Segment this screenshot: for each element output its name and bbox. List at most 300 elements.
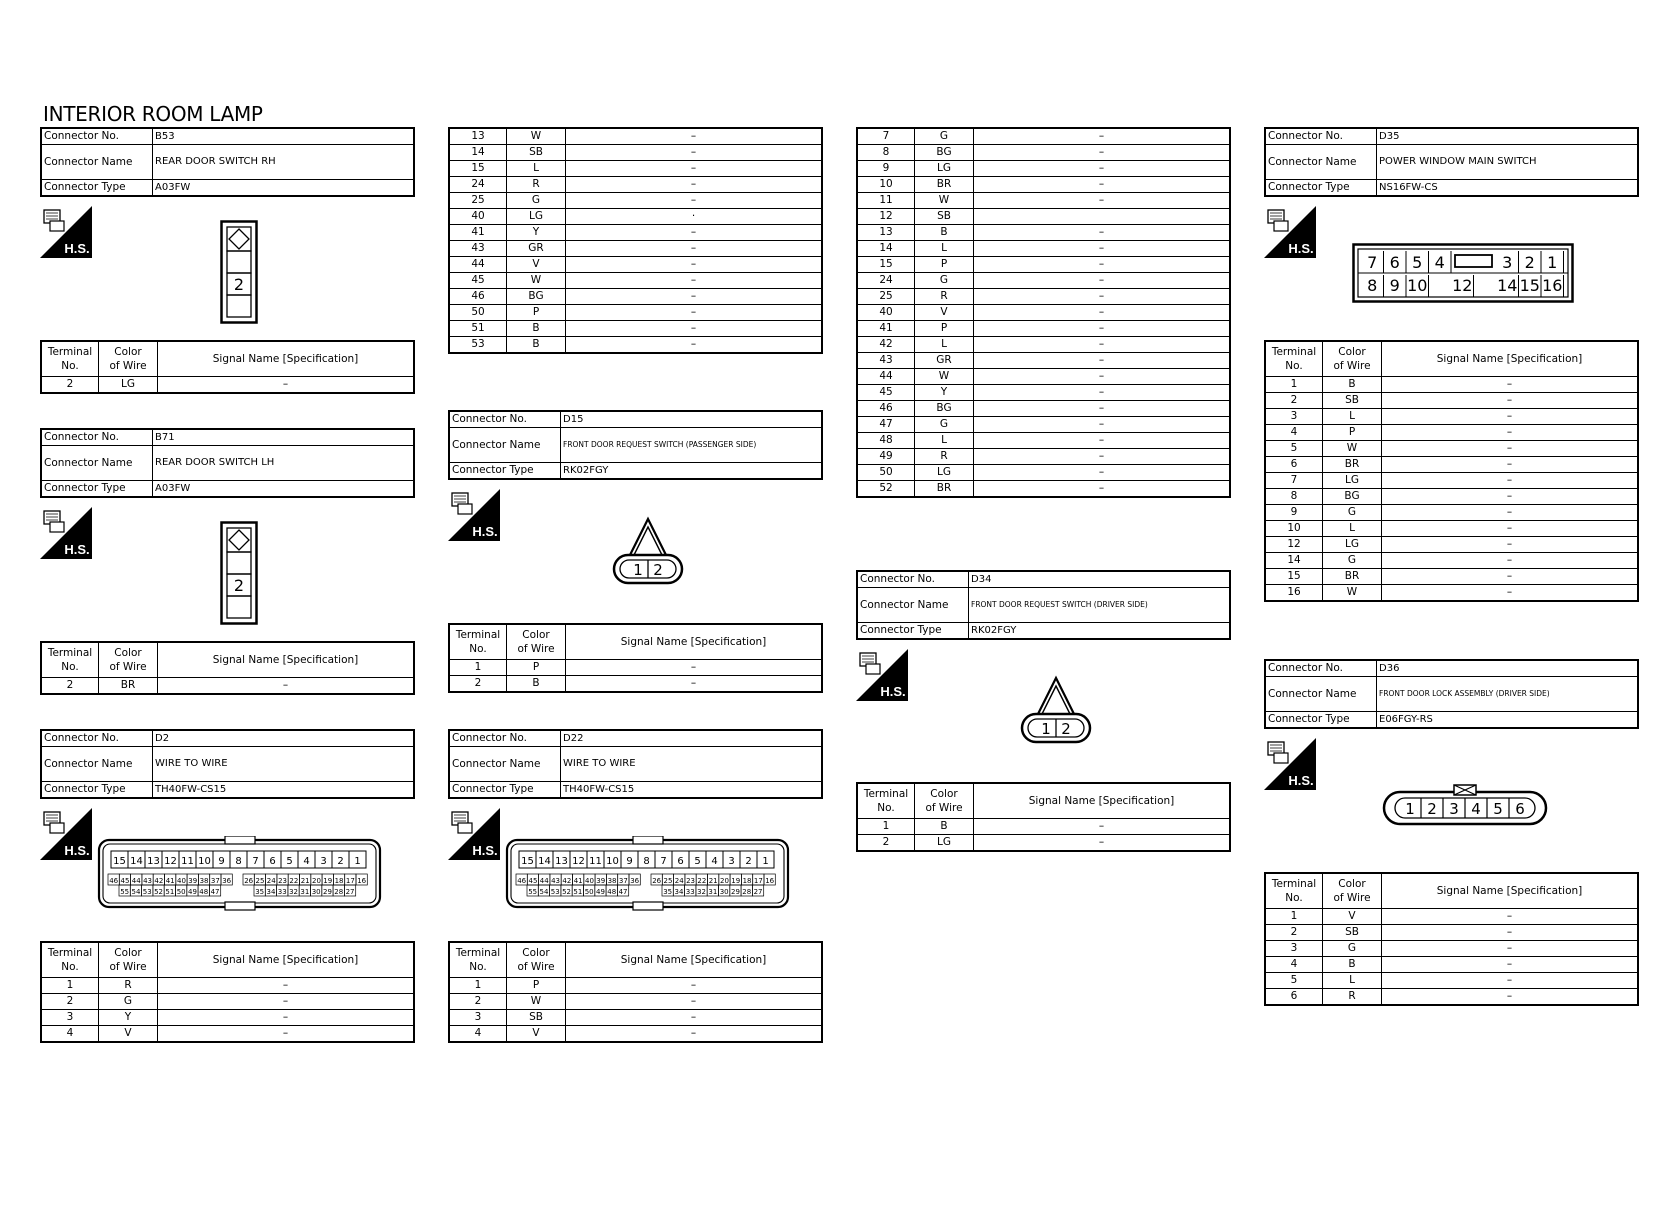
pin-label: 39 xyxy=(188,877,198,885)
pin-label: 55 xyxy=(120,888,130,896)
wire-color-cell: R xyxy=(99,978,158,994)
connector-type-value: NS16FW-CS xyxy=(1377,180,1639,197)
pin-label: 36 xyxy=(222,877,232,885)
pin-label: 22 xyxy=(289,877,299,885)
terminal-no-cell: 41 xyxy=(449,225,507,241)
wire-color-cell: LG xyxy=(915,835,974,852)
pin-label: 35 xyxy=(663,888,673,896)
connector-d15-info xyxy=(448,410,823,480)
connector-type-label: Connector Type xyxy=(1265,712,1377,729)
harness-side-icon xyxy=(448,489,500,541)
pin-label: 7 xyxy=(660,856,667,867)
pin-label: 23 xyxy=(278,877,288,885)
pin-2: 2 xyxy=(653,561,663,579)
connector-no-label: Connector No. xyxy=(41,730,153,747)
signal-name-cell: – xyxy=(974,257,1231,273)
pin-label: 21 xyxy=(708,877,718,885)
pin-label: 24 xyxy=(674,877,684,885)
pin-label: 21 xyxy=(300,877,310,885)
signal-name-cell: – xyxy=(974,353,1231,369)
wire-color-cell: SB xyxy=(507,145,566,161)
wire-color-cell: R xyxy=(507,177,566,193)
wire-color-cell: W xyxy=(507,128,566,145)
table-row xyxy=(449,257,822,273)
connector-b53-face xyxy=(220,220,258,324)
pin-label: 50 xyxy=(584,888,594,896)
wire-color-cell: BR xyxy=(1323,457,1382,473)
connector-type-label: Connector Type xyxy=(41,180,153,197)
terminal-table-d2-continued xyxy=(448,127,823,354)
signal-name-cell: – xyxy=(158,1026,415,1043)
wire-color-cell: L xyxy=(915,241,974,257)
wire-color-cell: P xyxy=(507,305,566,321)
signal-name-cell: – xyxy=(1382,941,1639,957)
connector-no-value: D22 xyxy=(561,730,823,747)
signal-name-cell: – xyxy=(1382,909,1639,925)
terminal-no-cell: 46 xyxy=(449,289,507,305)
harness-side-icon xyxy=(1264,206,1316,258)
table-row xyxy=(449,273,822,289)
terminal-no-cell: 5 xyxy=(1265,441,1323,457)
table-row: 2 LG – xyxy=(41,377,414,394)
connector-type-value: E06FGY-RS xyxy=(1377,712,1639,729)
wire-color-cell: B xyxy=(915,225,974,241)
pin-label: 7 xyxy=(252,856,259,867)
table-row xyxy=(1265,925,1638,941)
svg-text:H.S.: H.S. xyxy=(880,684,906,699)
svg-text:H.S.: H.S. xyxy=(1288,773,1314,788)
wire-color-cell: L xyxy=(915,433,974,449)
pin-label: 17 xyxy=(345,877,355,885)
terminal-no-cell: 53 xyxy=(449,337,507,354)
table-row xyxy=(449,289,822,305)
signal-name-cell: – xyxy=(566,978,823,994)
terminal-no-cell: 2 xyxy=(1265,393,1323,409)
pin-label: 43 xyxy=(143,877,153,885)
table-row xyxy=(857,417,1230,433)
pin-label: 27 xyxy=(345,888,355,896)
connector-type-label: Connector Type xyxy=(41,782,153,799)
page-title: INTERIOR ROOM LAMP xyxy=(43,102,263,126)
table-row xyxy=(857,465,1230,481)
wire-color-cell: GR xyxy=(507,241,566,257)
signal-name-header: Signal Name [Specification] xyxy=(158,942,415,978)
harness-side-icon xyxy=(40,507,92,559)
svg-text:H.S.: H.S. xyxy=(472,524,498,539)
table-row xyxy=(449,978,822,994)
wire-color-header: Color of Wire xyxy=(1323,341,1382,377)
pin-label: 53 xyxy=(550,888,560,896)
connector-no-label: Connector No. xyxy=(857,571,969,588)
wire-color-cell: SB xyxy=(915,209,974,225)
signal-name-cell: – xyxy=(974,337,1231,353)
pin-label: 10 xyxy=(606,856,619,867)
signal-name-cell: – xyxy=(974,481,1231,498)
terminal-no-cell: 48 xyxy=(857,433,915,449)
connector-name-value: REAR DOOR SWITCH RH xyxy=(153,145,415,180)
connector-name-label: Connector Name xyxy=(449,428,561,463)
terminal-no-cell: 4 xyxy=(1265,425,1323,441)
connector-name-label: Connector Name xyxy=(1265,145,1377,180)
pin-label: 4 xyxy=(711,856,718,867)
signal-name-cell: – xyxy=(974,465,1231,481)
signal-name-cell: – xyxy=(1382,569,1639,585)
pin-label: 15 xyxy=(113,856,126,867)
connector-type-value: RK02FGY xyxy=(561,463,823,480)
pin-label: 5 xyxy=(1493,800,1503,818)
terminal-no-cell: 11 xyxy=(857,193,915,209)
terminal-no-cell: 45 xyxy=(857,385,915,401)
wire-color-cell: P xyxy=(915,257,974,273)
wire-color-cell: BG xyxy=(915,145,974,161)
signal-name-cell: – xyxy=(974,321,1231,337)
table-row: 2 BR – xyxy=(41,678,414,695)
pin-label: 48 xyxy=(199,888,209,896)
terminal-no-cell: 1 xyxy=(857,819,915,835)
pin-label: 29 xyxy=(730,888,740,896)
svg-text:H.S.: H.S. xyxy=(472,843,498,858)
table-row xyxy=(449,161,822,177)
wire-color-cell: W xyxy=(507,273,566,289)
pin-label: 8 xyxy=(1367,276,1378,295)
wire-color-cell: B xyxy=(507,337,566,354)
signal-name-header: Signal Name [Specification] xyxy=(566,942,823,978)
table-row xyxy=(857,819,1230,835)
table-row xyxy=(857,433,1230,449)
connector-d2-face xyxy=(97,836,382,911)
signal-name-cell: – xyxy=(1382,457,1639,473)
pin-label: 52 xyxy=(154,888,164,896)
table-row xyxy=(449,177,822,193)
signal-name-cell: – xyxy=(1382,409,1639,425)
svg-text:H.S.: H.S. xyxy=(64,241,90,256)
terminal-no-cell: 40 xyxy=(449,209,507,225)
table-row xyxy=(857,401,1230,417)
wire-color-cell: P xyxy=(915,321,974,337)
wire-color-cell: LG xyxy=(915,465,974,481)
signal-name-cell: – xyxy=(566,193,823,209)
pin-label: 48 xyxy=(607,888,617,896)
table-row xyxy=(857,289,1230,305)
signal-name-header: Signal Name [Specification] xyxy=(158,642,415,678)
pin-label: 32 xyxy=(289,888,299,896)
connector-name-value: FRONT DOOR REQUEST SWITCH (PASSENGER SIDE) xyxy=(561,428,823,463)
pin-label: 3 xyxy=(320,856,327,867)
pin-label: 3 xyxy=(1449,800,1459,818)
terminal-no-cell: 47 xyxy=(857,417,915,433)
harness-side-icon xyxy=(40,808,92,860)
table-row xyxy=(1265,393,1638,409)
connector-d35-info xyxy=(1264,127,1639,197)
signal-name-cell: – xyxy=(566,257,823,273)
terminal-no-header: Terminal No. xyxy=(1265,873,1323,909)
terminal-no-cell: 7 xyxy=(1265,473,1323,489)
pin-2: 2 xyxy=(233,576,245,595)
pin-label: 33 xyxy=(277,888,287,896)
signal-name-cell: – xyxy=(1382,973,1639,989)
wire-color-cell: V xyxy=(1323,909,1382,925)
pin-label: 52 xyxy=(562,888,572,896)
signal-name-cell: – xyxy=(974,385,1231,401)
wire-color-cell: L xyxy=(915,337,974,353)
pin-label: 31 xyxy=(708,888,718,896)
terminal-no-cell: 13 xyxy=(857,225,915,241)
pin-label: 36 xyxy=(630,877,640,885)
connector-name-label: Connector Name xyxy=(41,145,153,180)
pin-label: 8 xyxy=(643,856,650,867)
connector-no-value: D2 xyxy=(153,730,415,747)
pin-2: 2 xyxy=(233,275,245,294)
pin-label: 1 xyxy=(1547,253,1558,272)
terminal-no-header: Terminal No. xyxy=(449,942,507,978)
table-row xyxy=(1265,909,1638,925)
table-row xyxy=(449,128,822,145)
wire-color-cell: G xyxy=(1323,505,1382,521)
terminal-no-cell: 3 xyxy=(1265,409,1323,425)
connector-d36-info xyxy=(1264,659,1639,729)
terminal-no-cell: 25 xyxy=(857,289,915,305)
harness-side-icon xyxy=(448,808,500,860)
table-row xyxy=(449,676,822,693)
terminal-table-b71 xyxy=(40,641,415,695)
connector-name-value: WIRE TO WIRE xyxy=(561,747,823,782)
connector-no-label: Connector No. xyxy=(41,128,153,145)
pin-label: 49 xyxy=(187,888,197,896)
pin-label: 25 xyxy=(663,877,673,885)
connector-type-value: RK02FGY xyxy=(969,623,1231,640)
terminal-no-cell: 3 xyxy=(449,1010,507,1026)
terminal-no-cell: 44 xyxy=(449,257,507,273)
pin-label: 11 xyxy=(181,856,194,867)
table-row xyxy=(1265,941,1638,957)
terminal-no-cell: 44 xyxy=(857,369,915,385)
wire-color-cell: G xyxy=(915,273,974,289)
pin-label: 13 xyxy=(147,856,160,867)
signal-name-cell: – xyxy=(974,417,1231,433)
pin-label: 46 xyxy=(517,877,527,885)
connector-name-value: POWER WINDOW MAIN SWITCH xyxy=(1377,145,1639,180)
terminal-no-cell: 50 xyxy=(449,305,507,321)
signal-name-cell: – xyxy=(1382,553,1639,569)
signal-name-cell: – xyxy=(974,145,1231,161)
terminal-no-cell: 6 xyxy=(1265,457,1323,473)
terminal-no-cell: 25 xyxy=(449,193,507,209)
table-row xyxy=(1265,409,1638,425)
terminal-no-cell: 7 xyxy=(857,128,915,145)
pin-label: 1 xyxy=(762,856,769,867)
terminal-no-cell: 2 xyxy=(41,994,99,1010)
pin-label: 47 xyxy=(618,888,628,896)
connector-d36-face xyxy=(1382,783,1548,827)
connector-name-value: FRONT DOOR LOCK ASSEMBLY (DRIVER SIDE) xyxy=(1377,677,1639,712)
pin-label: 28 xyxy=(334,888,344,896)
terminal-no-header: Terminal No. xyxy=(41,341,99,377)
wire-color-cell: L xyxy=(1323,973,1382,989)
pin-label: 5 xyxy=(286,856,293,867)
pin-label: 43 xyxy=(551,877,561,885)
terminal-no-cell: 14 xyxy=(449,145,507,161)
terminal-no-cell: 2 xyxy=(449,994,507,1010)
signal-name-cell: – xyxy=(566,305,823,321)
table-row xyxy=(1265,973,1638,989)
pin-label: 12 xyxy=(1452,276,1473,295)
table-row xyxy=(449,321,822,337)
pin-label: 9 xyxy=(626,856,633,867)
wire-color-cell: LG xyxy=(507,209,566,225)
pin-label: 9 xyxy=(1389,276,1400,295)
wire-color-header: Color of Wire xyxy=(1323,873,1382,909)
signal-name-cell: – xyxy=(566,161,823,177)
connector-no-value: B71 xyxy=(153,429,415,446)
terminal-no-cell: 12 xyxy=(857,209,915,225)
pin-label: 42 xyxy=(154,877,164,885)
table-row xyxy=(1265,585,1638,602)
pin-label: 44 xyxy=(131,877,141,885)
signal-name-cell: – xyxy=(974,225,1231,241)
pin-label: 10 xyxy=(198,856,211,867)
pin-label: 1 xyxy=(354,856,361,867)
pin-label: 23 xyxy=(686,877,696,885)
signal-name-cell: – xyxy=(566,660,823,676)
table-row xyxy=(857,305,1230,321)
terminal-no-cell: 3 xyxy=(41,1010,99,1026)
table-row xyxy=(41,1010,414,1026)
wire-color-cell: LG xyxy=(1323,473,1382,489)
table-row xyxy=(449,225,822,241)
wire-color-cell: V xyxy=(99,1026,158,1043)
wire-color-cell: V xyxy=(915,305,974,321)
wire-color-cell: R xyxy=(915,449,974,465)
pin-label: 19 xyxy=(731,877,741,885)
connector-d22-info xyxy=(448,729,823,799)
connector-d35-face xyxy=(1352,243,1574,303)
terminal-no-cell: 46 xyxy=(857,401,915,417)
pin-label: 45 xyxy=(120,877,130,885)
pin-label: 47 xyxy=(210,888,220,896)
terminal-no-cell: 43 xyxy=(857,353,915,369)
signal-name-cell: – xyxy=(974,241,1231,257)
pin-label: 2 xyxy=(1427,800,1437,818)
pin-label: 4 xyxy=(1434,253,1445,272)
signal-name-cell: – xyxy=(1382,585,1639,602)
table-row xyxy=(857,177,1230,193)
wire-color-cell: BG xyxy=(1323,489,1382,505)
wire-color-cell: LG xyxy=(915,161,974,177)
table-row xyxy=(857,225,1230,241)
signal-name-header: Signal Name [Specification] xyxy=(158,341,415,377)
signal-name-cell: – xyxy=(974,819,1231,835)
connector-b71-info xyxy=(40,428,415,498)
wire-color-cell: BG xyxy=(915,401,974,417)
terminal-table-d35 xyxy=(1264,340,1639,602)
pin-label: 49 xyxy=(595,888,605,896)
wire-color-cell: G xyxy=(915,128,974,145)
table-row xyxy=(857,385,1230,401)
table-row xyxy=(1265,473,1638,489)
wire-color-cell: L xyxy=(507,161,566,177)
signal-name-cell: – xyxy=(1382,989,1639,1006)
pin-label: 40 xyxy=(584,877,594,885)
signal-name-cell: – xyxy=(1382,957,1639,973)
pin-label: 18 xyxy=(334,877,344,885)
wire-color-cell: G xyxy=(1323,553,1382,569)
pin-label: 19 xyxy=(323,877,333,885)
signal-name-cell: – xyxy=(566,289,823,305)
connector-name-label: Connector Name xyxy=(857,588,969,623)
wire-color-header: Color of Wire xyxy=(915,783,974,819)
signal-name-cell: – xyxy=(566,1026,823,1043)
terminal-table-d36 xyxy=(1264,872,1639,1006)
pin-label: 40 xyxy=(176,877,186,885)
connector-type-value: A03FW xyxy=(153,180,415,197)
pin-label: 38 xyxy=(607,877,617,885)
signal-name-cell: – xyxy=(566,225,823,241)
pin-label: 7 xyxy=(1367,253,1378,272)
wire-color-cell: BR xyxy=(915,481,974,498)
pin-label: 51 xyxy=(573,888,583,896)
terminal-no-cell: 15 xyxy=(449,161,507,177)
svg-text:H.S.: H.S. xyxy=(64,542,90,557)
terminal-no-header: Terminal No. xyxy=(1265,341,1323,377)
pin-label: 20 xyxy=(311,877,321,885)
signal-name-cell: – xyxy=(1382,393,1639,409)
connector-type-value: A03FW xyxy=(153,481,415,498)
table-row xyxy=(857,337,1230,353)
pin-label: 30 xyxy=(719,888,729,896)
pin-label: 51 xyxy=(165,888,175,896)
wire-color-cell: G xyxy=(915,417,974,433)
connector-no-value: D35 xyxy=(1377,128,1639,145)
pin-label: 3 xyxy=(1502,253,1513,272)
signal-name-cell: – xyxy=(974,177,1231,193)
wire-color-cell: Y xyxy=(507,225,566,241)
table-row xyxy=(449,241,822,257)
pin-1: 1 xyxy=(633,561,643,579)
connector-name-value: WIRE TO WIRE xyxy=(153,747,415,782)
wire-color-cell: BR xyxy=(915,177,974,193)
pin-label: 15 xyxy=(1519,276,1540,295)
pin-label: 27 xyxy=(753,888,763,896)
connector-no-value: B53 xyxy=(153,128,415,145)
terminal-table-d22 xyxy=(448,941,823,1043)
signal-name-cell: – xyxy=(1382,505,1639,521)
terminal-no-cell: 50 xyxy=(857,465,915,481)
connector-name-label: Connector Name xyxy=(1265,677,1377,712)
wire-color-cell: G xyxy=(99,994,158,1010)
pin-label: 17 xyxy=(753,877,763,885)
signal-name-cell: – xyxy=(566,273,823,289)
pin-label: 6 xyxy=(269,856,276,867)
connector-no-label: Connector No. xyxy=(449,730,561,747)
pin-label: 4 xyxy=(1471,800,1481,818)
pin-label: 54 xyxy=(131,888,141,896)
table-row xyxy=(449,305,822,321)
pin-label: 14 xyxy=(130,856,143,867)
pin-label: 41 xyxy=(573,877,583,885)
wire-color-header: Color of Wire xyxy=(99,642,158,678)
pin-label: 37 xyxy=(210,877,220,885)
pin-label: 4 xyxy=(303,856,310,867)
pin-label: 5 xyxy=(1412,253,1423,272)
wire-color-cell: G xyxy=(507,193,566,209)
table-row xyxy=(857,353,1230,369)
terminal-no-cell: 6 xyxy=(1265,989,1323,1006)
terminal-no-header: Terminal No. xyxy=(857,783,915,819)
table-row xyxy=(1265,569,1638,585)
pin-label: 55 xyxy=(528,888,538,896)
pin-label: 30 xyxy=(311,888,321,896)
terminal-no-cell: 52 xyxy=(857,481,915,498)
